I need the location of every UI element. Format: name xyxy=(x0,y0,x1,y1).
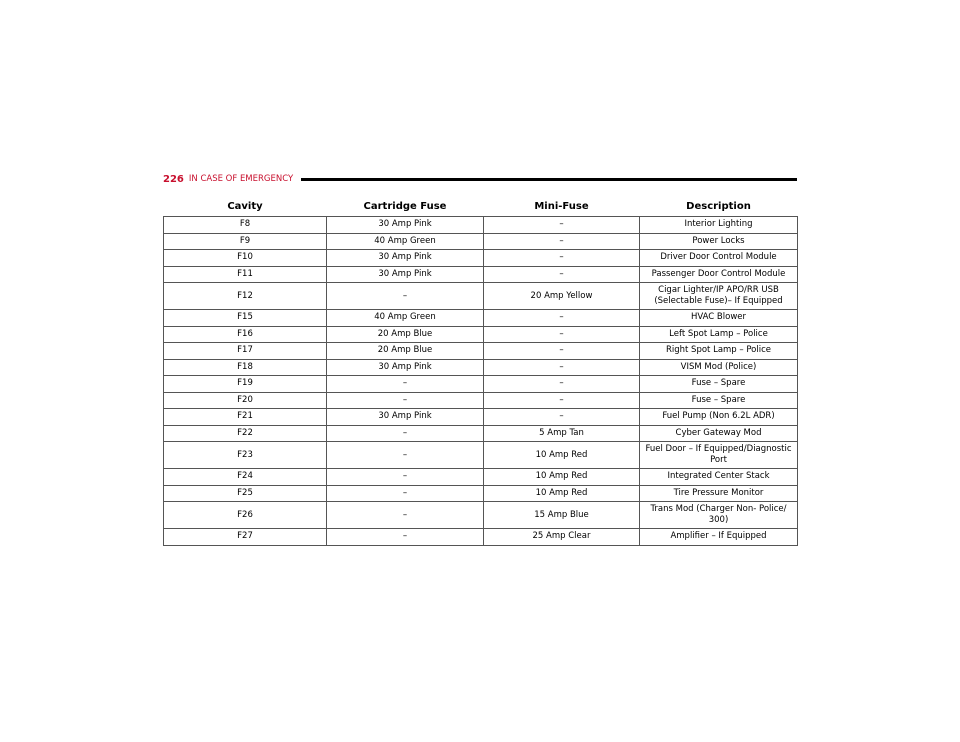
cell-mini-fuse: 10 Amp Red xyxy=(484,485,640,502)
table-row xyxy=(164,326,798,343)
table-row xyxy=(164,343,798,360)
cell-description: Trans Mod (Charger Non- Police/ 300) xyxy=(640,502,798,529)
cell-cavity: F26 xyxy=(164,502,327,529)
cell-description: Fuse – Spare xyxy=(640,376,798,393)
table-row xyxy=(164,233,798,250)
cell-cartridge-fuse: 30 Amp Pink xyxy=(327,409,484,426)
cell-cartridge-fuse: 30 Amp Pink xyxy=(327,266,484,283)
cell-description: Fuel Pump (Non 6.2L ADR) xyxy=(640,409,798,426)
cell-description: Interior Lighting xyxy=(640,217,798,234)
cell-description: Tire Pressure Monitor xyxy=(640,485,798,502)
table-row xyxy=(164,310,798,327)
cell-cartridge-fuse: – xyxy=(327,283,484,310)
cell-mini-fuse: – xyxy=(484,233,640,250)
cell-cartridge-fuse: 20 Amp Blue xyxy=(327,326,484,343)
cell-description: Integrated Center Stack xyxy=(640,469,798,486)
column-header-description: Description xyxy=(640,196,798,217)
table-row xyxy=(164,469,798,486)
cell-cartridge-fuse: 40 Amp Green xyxy=(327,310,484,327)
cell-cartridge-fuse: 30 Amp Pink xyxy=(327,217,484,234)
table-row xyxy=(164,266,798,283)
cell-mini-fuse: – xyxy=(484,250,640,267)
table-body xyxy=(164,217,798,546)
cell-description: HVAC Blower xyxy=(640,310,798,327)
table-row xyxy=(164,283,798,310)
cell-cartridge-fuse: 40 Amp Green xyxy=(327,233,484,250)
cell-mini-fuse: 10 Amp Red xyxy=(484,442,640,469)
cell-cavity: F9 xyxy=(164,233,327,250)
cell-cartridge-fuse: – xyxy=(327,502,484,529)
cell-description: Cyber Gateway Mod xyxy=(640,425,798,442)
cell-cavity: F23 xyxy=(164,442,327,469)
cell-description: Fuel Door – If Equipped/Diagnostic Port xyxy=(640,442,798,469)
cell-cavity: F27 xyxy=(164,529,327,546)
cell-description: Cigar Lighter/IP APO/RR USB (Selectable Fuse)– If Equipped xyxy=(640,283,798,310)
cell-mini-fuse: 20 Amp Yellow xyxy=(484,283,640,310)
cell-description: Right Spot Lamp – Police xyxy=(640,343,798,360)
table-row xyxy=(164,529,798,546)
fuse-table xyxy=(163,196,798,546)
cell-cartridge-fuse: – xyxy=(327,376,484,393)
cell-cartridge-fuse: – xyxy=(327,485,484,502)
cell-cartridge-fuse: 20 Amp Blue xyxy=(327,343,484,360)
cell-cavity: F15 xyxy=(164,310,327,327)
cell-description: Amplifier – If Equipped xyxy=(640,529,798,546)
table-row xyxy=(164,217,798,234)
cell-cavity: F12 xyxy=(164,283,327,310)
cell-mini-fuse: – xyxy=(484,326,640,343)
cell-mini-fuse: – xyxy=(484,217,640,234)
table-row xyxy=(164,502,798,529)
table-row xyxy=(164,359,798,376)
cell-mini-fuse: – xyxy=(484,310,640,327)
cell-mini-fuse: 10 Amp Red xyxy=(484,469,640,486)
page-number: 226 xyxy=(163,173,184,185)
cell-description: Left Spot Lamp – Police xyxy=(640,326,798,343)
cell-mini-fuse: 5 Amp Tan xyxy=(484,425,640,442)
table-row xyxy=(164,485,798,502)
cell-mini-fuse: – xyxy=(484,376,640,393)
cell-cavity: F16 xyxy=(164,326,327,343)
cell-cavity: F11 xyxy=(164,266,327,283)
table-row xyxy=(164,409,798,426)
cell-mini-fuse: – xyxy=(484,266,640,283)
table-row xyxy=(164,392,798,409)
section-title: IN CASE OF EMERGENCY xyxy=(188,174,294,184)
table-row xyxy=(164,250,798,267)
cell-cartridge-fuse: – xyxy=(327,425,484,442)
cell-mini-fuse: – xyxy=(484,343,640,360)
cell-cartridge-fuse: 30 Amp Pink xyxy=(327,250,484,267)
page-header xyxy=(163,172,797,186)
cell-cavity: F10 xyxy=(164,250,327,267)
cell-cavity: F8 xyxy=(164,217,327,234)
cell-mini-fuse: – xyxy=(484,409,640,426)
cell-cartridge-fuse: – xyxy=(327,469,484,486)
header-rule xyxy=(301,178,797,181)
table-row xyxy=(164,376,798,393)
cell-description: Fuse – Spare xyxy=(640,392,798,409)
cell-cavity: F25 xyxy=(164,485,327,502)
cell-description: Passenger Door Control Module xyxy=(640,266,798,283)
cell-cavity: F21 xyxy=(164,409,327,426)
table-row xyxy=(164,425,798,442)
cell-mini-fuse: – xyxy=(484,392,640,409)
column-header-cartridge-fuse: Cartridge Fuse xyxy=(327,196,484,217)
column-header-mini-fuse: Mini-Fuse xyxy=(484,196,640,217)
cell-description: VISM Mod (Police) xyxy=(640,359,798,376)
cell-cavity: F17 xyxy=(164,343,327,360)
cell-cavity: F22 xyxy=(164,425,327,442)
cell-description: Power Locks xyxy=(640,233,798,250)
table-header-row xyxy=(164,196,798,217)
cell-cartridge-fuse: – xyxy=(327,392,484,409)
cell-cavity: F18 xyxy=(164,359,327,376)
cell-cartridge-fuse: – xyxy=(327,442,484,469)
cell-description: Driver Door Control Module xyxy=(640,250,798,267)
cell-mini-fuse: 25 Amp Clear xyxy=(484,529,640,546)
table-row xyxy=(164,442,798,469)
cell-cavity: F24 xyxy=(164,469,327,486)
cell-mini-fuse: – xyxy=(484,359,640,376)
cell-mini-fuse: 15 Amp Blue xyxy=(484,502,640,529)
cell-cartridge-fuse: – xyxy=(327,529,484,546)
cell-cavity: F20 xyxy=(164,392,327,409)
column-header-cavity: Cavity xyxy=(164,196,327,217)
cell-cavity: F19 xyxy=(164,376,327,393)
cell-cartridge-fuse: 30 Amp Pink xyxy=(327,359,484,376)
